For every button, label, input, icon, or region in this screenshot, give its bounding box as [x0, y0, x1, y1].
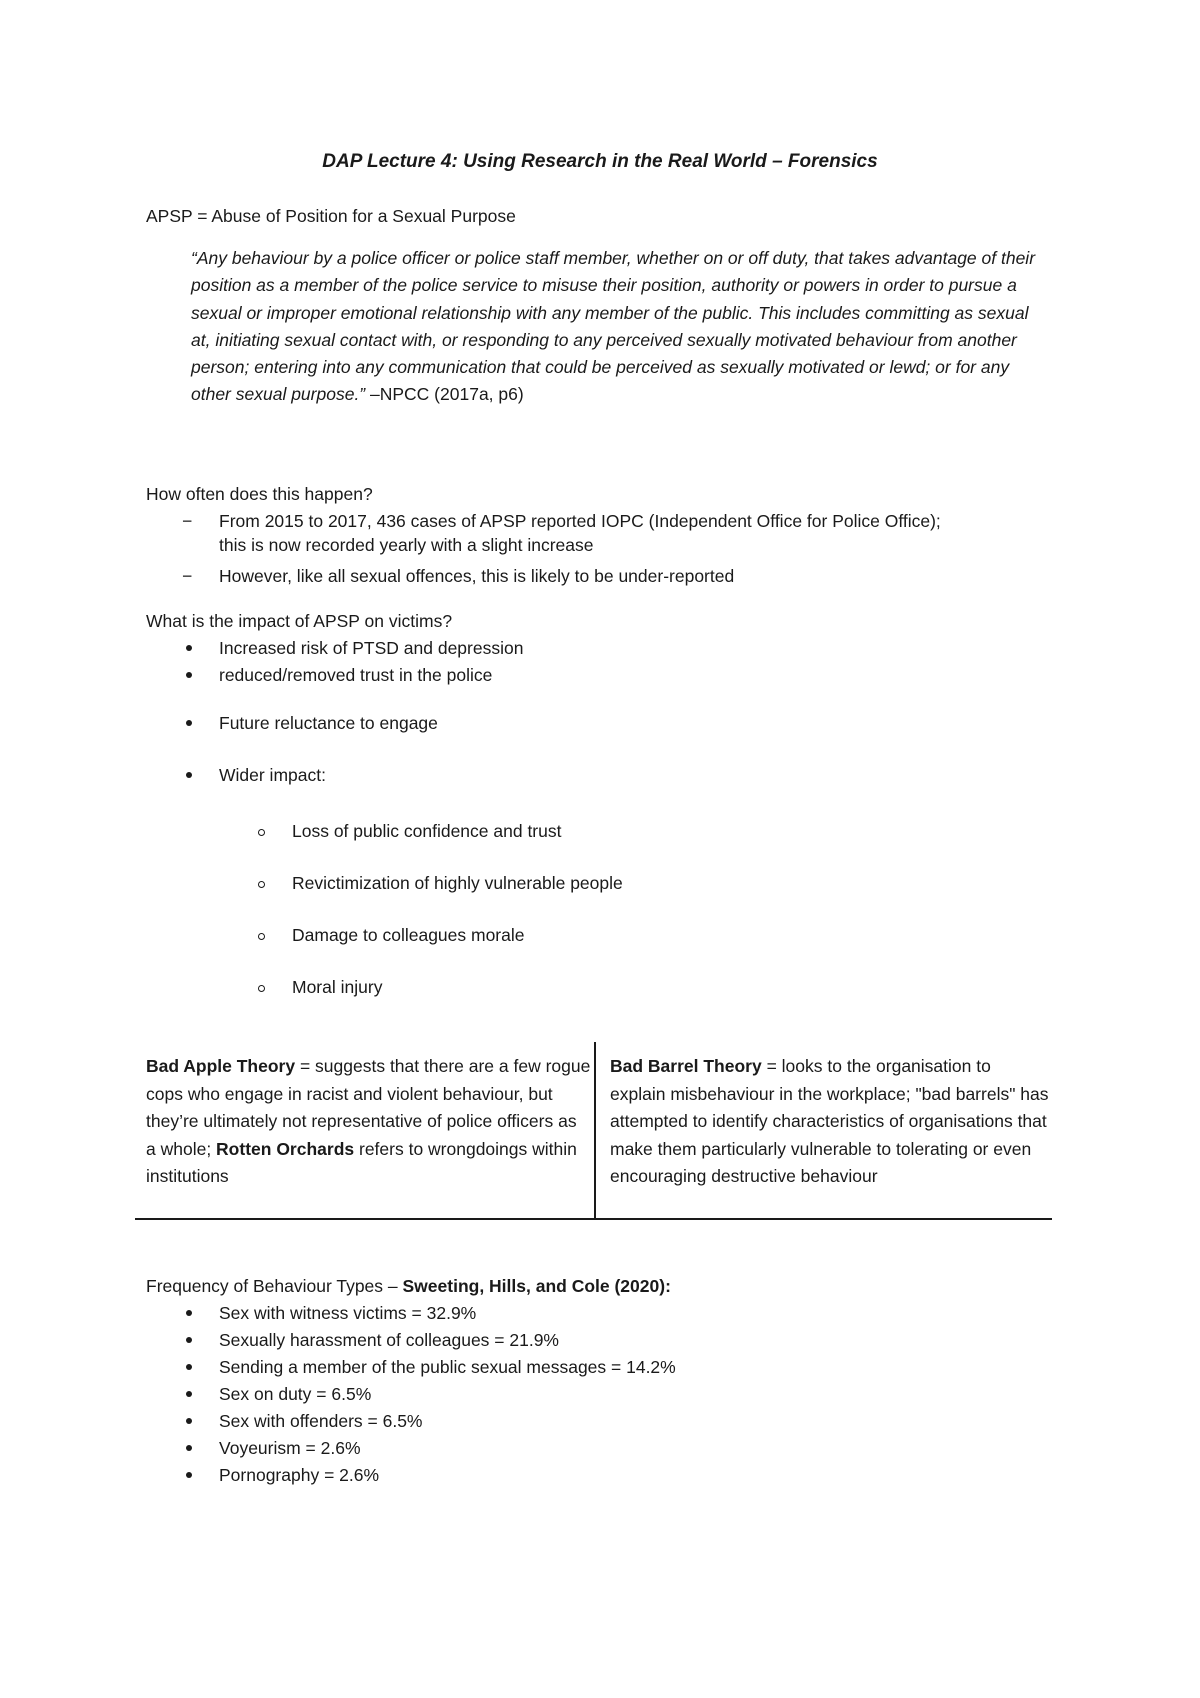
quote-text: “Any behaviour by a police officer or police staff member, whether on or off duty, that takes advantage of their position as a member of the police service to misuse their position, authority or powers in order to pursue a sexual or improper emotional relationship with any member of the public. This includes committing as sexual at, initiating sexual contact with, or responding to any perceived sexually motivated behaviour from another person; entering into any communication that could be perceived as sexually motivated or lewd; or for any other sexual purpose.”	[191, 248, 1036, 405]
bad-apple-theory-cell	[146, 1053, 591, 1191]
list-item-text: Wider impact:	[219, 765, 326, 785]
sub-bullet-icon	[258, 985, 265, 992]
wider-impact-list	[292, 819, 623, 999]
bad-apple-term: Bad Apple Theory	[146, 1056, 296, 1076]
behaviour-label: Sending a member of the public sexual messages =	[219, 1357, 627, 1377]
bad-barrel-theory-cell	[610, 1053, 1050, 1191]
list-item	[219, 1463, 676, 1487]
behaviour-percentage: 14.2%	[626, 1357, 676, 1377]
list-item-text: reduced/removed trust in the police	[219, 665, 493, 685]
bullet-icon	[186, 645, 192, 651]
bullet-icon	[186, 1310, 192, 1316]
behaviour-percentage: 32.9%	[426, 1303, 477, 1323]
list-item-text: Moral injury	[292, 977, 383, 997]
behaviour-percentage: 6.5%	[382, 1411, 423, 1431]
behaviour-percentage: 2.6%	[339, 1465, 380, 1485]
list-item	[292, 975, 623, 999]
behaviour-percentage: 21.9%	[509, 1330, 559, 1350]
list-item	[182, 564, 941, 588]
sub-bullet-icon	[258, 829, 265, 836]
bullet-icon	[186, 672, 192, 678]
bad-apple-definition: = suggests that there are a few rogue cops who engage in racist and violent behaviour, but they’re ultimately not representative of police officers as a whole;	[146, 1056, 591, 1159]
list-item	[219, 1328, 676, 1352]
list-item	[292, 871, 623, 895]
npcc-definition-quote	[191, 245, 1051, 409]
list-item	[219, 1355, 676, 1379]
bullet-icon	[186, 1472, 192, 1478]
dash-icon: −	[182, 566, 193, 586]
quote-attribution: –NPCC (2017a, p6)	[365, 384, 524, 405]
list-item-text: Revictimization of highly vulnerable people	[292, 873, 623, 893]
behaviour-label: Pornography =	[219, 1465, 340, 1485]
frequency-list	[182, 509, 941, 588]
bullet-icon	[186, 1364, 192, 1370]
bad-barrel-term: Bad Barrel Theory	[610, 1056, 762, 1076]
impact-list	[219, 636, 523, 787]
list-item	[219, 1409, 676, 1433]
list-item	[219, 1301, 676, 1325]
behaviour-types-heading	[146, 1274, 671, 1298]
rotten-orchards-definition: refers to wrongdoings within institutions	[146, 1138, 577, 1186]
behaviour-label: Sex with witness victims =	[219, 1303, 427, 1323]
list-item	[219, 663, 523, 687]
page-title: DAP Lecture 4: Using Research in the Real World – Forensics	[322, 151, 878, 172]
apsp-definition-heading: APSP = Abuse of Position for a Sexual Purpose	[146, 206, 516, 226]
table-column-divider	[594, 1042, 596, 1218]
list-item	[219, 711, 523, 735]
frequency-heading: How often does this happen?	[146, 484, 373, 504]
list-item	[219, 636, 523, 660]
behaviour-types-list	[219, 1301, 676, 1487]
rotten-orchards-term: Rotten Orchards	[216, 1138, 355, 1159]
list-item-text: Increased risk of PTSD and depression	[219, 638, 524, 658]
list-item-text-continued: this is now recorded yearly with a slight increase	[219, 535, 594, 555]
behaviour-percentage: 6.5%	[331, 1384, 372, 1404]
bad-barrel-definition: = looks to the organisation to explain misbehaviour in the workplace; "bad barrels" has attempted to identify characteristics of organisations that make them particularly vulnerable to tolerating or even encouraging destructive behaviour	[610, 1056, 1049, 1186]
sub-bullet-icon	[258, 933, 265, 940]
bullet-icon	[186, 1445, 192, 1451]
list-item	[292, 923, 623, 947]
impact-heading: What is the impact of APSP on victims?	[146, 611, 453, 631]
list-item	[182, 509, 941, 557]
behaviour-percentage: 2.6%	[320, 1438, 361, 1458]
list-item	[219, 1436, 676, 1460]
list-item-text: Loss of public confidence and trust	[292, 821, 562, 841]
list-item	[292, 819, 623, 843]
behaviour-label: Voyeurism =	[219, 1438, 321, 1458]
bullet-icon	[186, 1337, 192, 1343]
bullet-icon	[186, 1418, 192, 1424]
list-item	[219, 763, 523, 787]
behaviour-heading-citation: Sweeting, Hills, and Cole (2020):	[402, 1276, 671, 1296]
list-item	[219, 1382, 676, 1406]
behaviour-label: Sex on duty =	[219, 1384, 332, 1404]
list-item-text: From 2015 to 2017, 436 cases of APSP reported IOPC (Independent Office for Police Office);	[219, 511, 941, 531]
list-item-text: Damage to colleagues morale	[292, 925, 525, 945]
theory-comparison-table	[135, 1042, 1052, 1220]
dash-icon: −	[182, 511, 193, 531]
behaviour-heading-text: Frequency of Behaviour Types –	[146, 1276, 403, 1296]
behaviour-label: Sex with offenders =	[219, 1411, 383, 1431]
bullet-icon	[186, 772, 192, 778]
bullet-icon	[186, 1391, 192, 1397]
behaviour-label: Sexually harassment of colleagues =	[219, 1330, 510, 1350]
sub-bullet-icon	[258, 881, 265, 888]
list-item-text: However, like all sexual offences, this is likely to be under-reported	[219, 566, 735, 586]
bullet-icon	[186, 720, 192, 726]
list-item-text: Future reluctance to engage	[219, 713, 438, 733]
